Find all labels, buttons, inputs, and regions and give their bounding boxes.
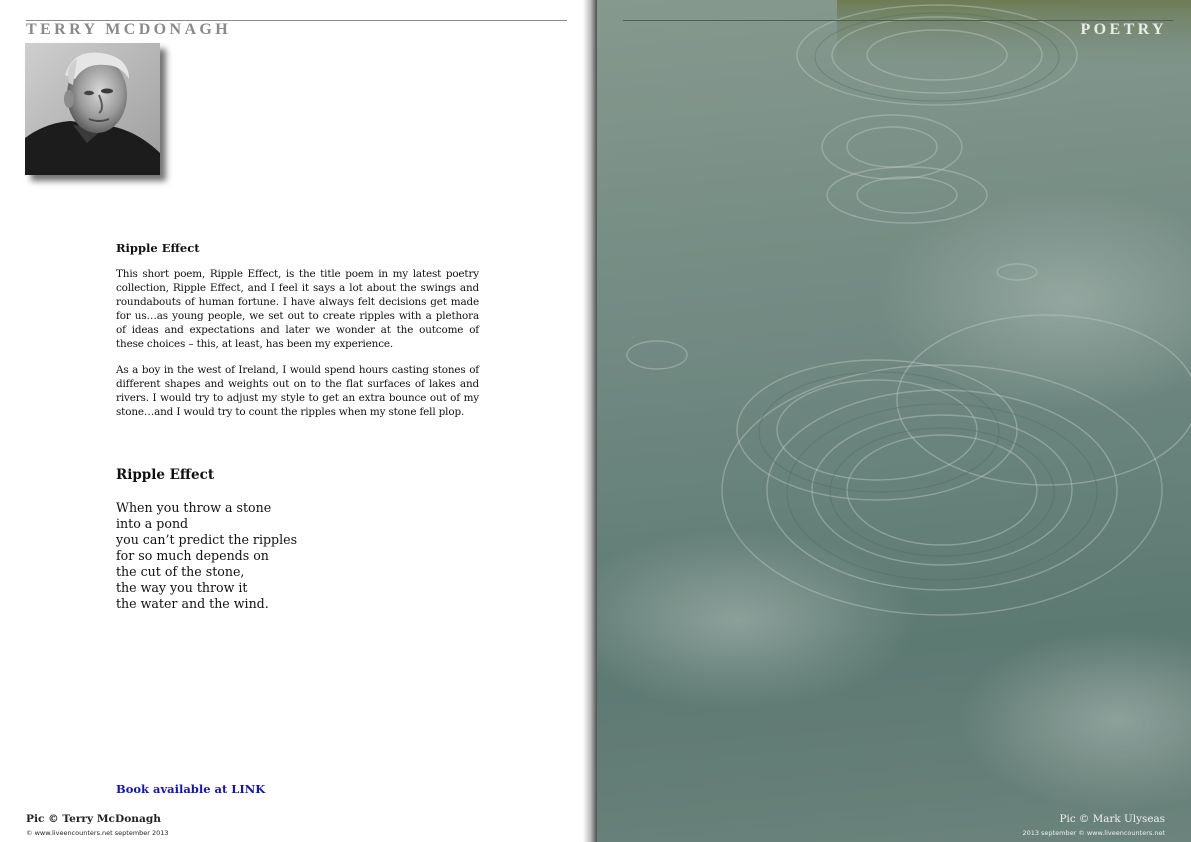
article-paragraph: This short poem, Ripple Effect, is the title poem in my latest poetry collection, Ripple Effect, and I feel it says a lot about the swings and roundabouts of human fortune. I have always felt decisions get made for us…as young people, we set out to create ripples with a plethora of ideas and expectations and later we wonder at the outcome of these choices – this, at least, has been my experience. (116, 268, 479, 350)
author-name: TERRY MCDONAGH (26, 21, 232, 38)
article-heading: Ripple Effect (116, 241, 200, 255)
poem-line: When you throw a stone (116, 500, 272, 515)
poem-body (116, 500, 297, 612)
page-gutter-shadow (583, 0, 597, 842)
footer-left: © www.liveencounters.net september 2013 (26, 829, 169, 837)
photo-credit-left: Pic © Terry McDonagh (26, 813, 161, 825)
poem-line: the cut of the stone, (116, 564, 245, 579)
photo-credit-right: Pic © Mark Ulyseas (1059, 813, 1165, 825)
book-available-link[interactable]: Book available at LINK (116, 782, 266, 796)
footer-right: 2013 september © www.liveencounters.net (1022, 829, 1165, 837)
section-label: POETRY (1080, 21, 1167, 38)
poem-line: into a pond (116, 516, 189, 531)
water-ripples-image (597, 0, 1191, 842)
article-paragraph: As a boy in the west of Ireland, I would spend hours casting stones of different shapes and weights out on to the flat surfaces of lakes and rivers. I would try to adjust my style to get an extra bounce out of my stone…and I would try to count the ripples when my stone fell plop. (116, 364, 479, 418)
author-portrait (25, 43, 160, 175)
poem-line: the water and the wind. (116, 596, 269, 611)
portrait-image (25, 43, 160, 175)
poem-title: Ripple Effect (116, 467, 215, 483)
poem-line: you can’t predict the ripples (116, 532, 298, 547)
left-page (0, 0, 590, 842)
poem-line: the way you throw it (116, 580, 248, 595)
right-page-photo (597, 0, 1191, 842)
poem-line: for so much depends on (116, 548, 269, 563)
article-intro (116, 241, 479, 431)
